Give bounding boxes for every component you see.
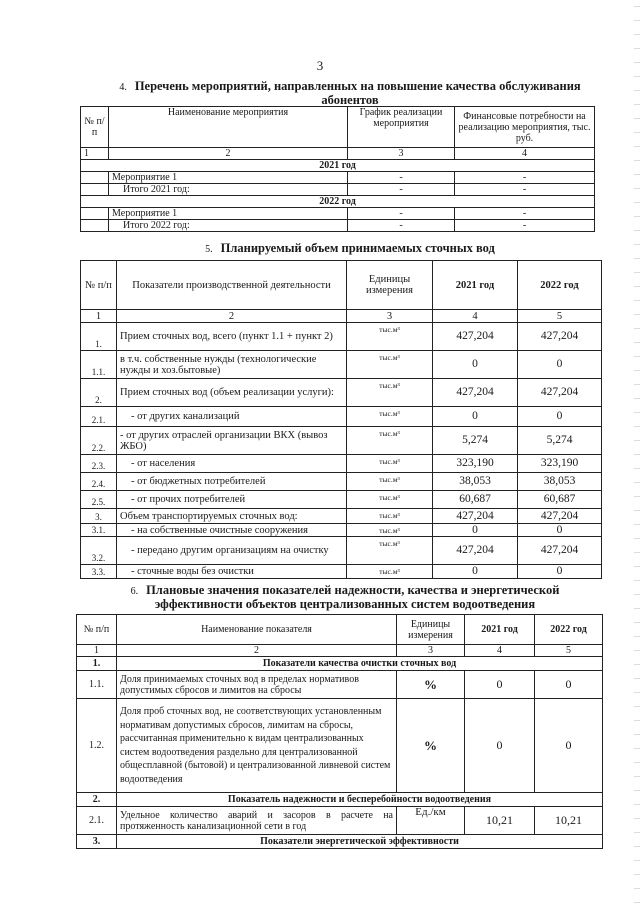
row-value-2022: 427,204 [518,323,602,351]
row-value-2021: 427,204 [433,379,518,407]
row-indicator: в т.ч. собственные нужды (технологические нужды и хоз.бытовые) [117,351,347,379]
row-value-2021: 10,21 [465,807,535,835]
col-header-2021: 2021 год [465,615,535,645]
event-finance: - [455,220,595,232]
table-row [81,323,602,351]
col-header-num: № п/п [81,107,109,148]
row-index: 1.1. [77,671,117,699]
table-row [81,407,602,427]
wastewater-volume-table [80,260,602,579]
row-indicator: Прием сточных вод (объем реализации услуги): [117,379,347,407]
row-value-2021: 0 [465,699,535,793]
table-row [81,351,602,379]
col-number: 2 [117,645,397,657]
section5-number: 5. [205,244,213,255]
row-value-2021: 0 [433,351,518,379]
row-indicator: - от других отраслей организации ВКХ (вывоз ЖБО) [117,427,347,455]
section6-heading [110,584,580,611]
section4-number: 4. [119,82,127,93]
scan-edge [634,0,640,905]
row-unit: тыс.м³ [347,537,433,565]
col-number: 1 [77,645,117,657]
row-indicator: - на собственные очистные сооружения [117,524,347,537]
row-index: 2.4. [81,473,117,491]
col-number: 4 [455,148,595,160]
group-index: 1. [77,657,117,671]
row-value-2021: 0 [433,565,518,579]
section5-title: Планируемый объем принимаемых сточных вод [220,241,495,255]
table-row [81,537,602,565]
row-index: 1.1. [81,351,117,379]
row-index: 2.2. [81,427,117,455]
row-index: 3.1. [81,524,117,537]
table-row [81,565,602,579]
row-indicator: - от бюджетных потребителей [117,473,347,491]
row-value-2021: 38,053 [433,473,518,491]
table-row [77,699,603,793]
row-unit: тыс.м³ [347,379,433,407]
row-index: 2.1. [77,807,117,835]
event-total: Итого 2022 год: [109,220,348,232]
row-value-2022: 0 [535,699,603,793]
event-total: Итого 2021 год: [109,184,348,196]
row-unit: тыс.м³ [347,509,433,524]
col-header-indicator: Показатели производственной деятельности [117,261,347,310]
col-header-finance: Финансовые потребности на реализацию мероприятия, тыс. руб. [455,107,595,148]
section6-number: 6. [130,586,139,597]
row-value-2022: 38,053 [518,473,602,491]
row-index: 2.1. [81,407,117,427]
row-indicator: - от прочих потребителей [117,491,347,509]
col-header-2022: 2022 год [518,261,602,310]
section6-title-line1: Плановые значения показателей надежности, качества и энергетической [146,583,560,597]
row-value-2022: 0 [518,565,602,579]
event-schedule: - [348,184,455,196]
row-unit: % [397,671,465,699]
row-indicator: Удельное количество аварий и засоров в расчете на протяженность канализационной сети в год [117,807,397,835]
group-title: Показатели качества очистки сточных вод [117,657,603,671]
row-indicator: Объем транспортируемых сточных вод: [117,509,347,524]
col-header-2022: 2022 год [535,615,603,645]
row-unit: тыс.м³ [347,323,433,351]
row-indicator: - от других канализаций [117,407,347,427]
row-value-2022: 323,190 [518,455,602,473]
event-name: Мероприятие 1 [109,208,348,220]
col-number: 4 [433,310,518,323]
col-header-unit: Единицы измерения [347,261,433,310]
row-unit: Ед./км [397,807,465,835]
section6-title-line2: эффективности объектов централизованных систем водоотведения [154,597,536,611]
row-value-2021: 5,274 [433,427,518,455]
row-value-2022: 427,204 [518,379,602,407]
row-value-2022: 0 [535,671,603,699]
event-finance: - [455,172,595,184]
col-header-num: № п/п [77,615,117,645]
row-unit: тыс.м³ [347,565,433,579]
row-index: 2.5. [81,491,117,509]
row-value-2021: 60,687 [433,491,518,509]
row-unit: тыс.м³ [347,427,433,455]
row-value-2022: 5,274 [518,427,602,455]
row-unit: тыс.м³ [347,491,433,509]
event-finance: - [455,208,595,220]
row-unit: % [397,699,465,793]
row-value-2021: 0 [433,407,518,427]
section5-heading [100,242,600,256]
row-value-2022: 427,204 [518,509,602,524]
table-row [77,807,603,835]
table-row [81,455,602,473]
col-number: 3 [347,310,433,323]
row-unit: тыс.м³ [347,455,433,473]
row-index: 2.3. [81,455,117,473]
row-unit: тыс.м³ [347,524,433,537]
year-2021-row: 2021 год [81,160,595,172]
row-value-2022: 427,204 [518,537,602,565]
row-value-2021: 0 [465,671,535,699]
col-number: 5 [535,645,603,657]
table-row [81,473,602,491]
section4-title-line2: абонентов [321,93,379,107]
table-row [81,491,602,509]
col-header-num: № п/п [81,261,117,310]
col-header-schedule: График реализации мероприятия [348,107,455,148]
group-title: Показатели энергетической эффективности [117,835,603,849]
row-unit: тыс.м³ [347,473,433,491]
row-indicator: Прием сточных вод, всего (пункт 1.1 + пункт 2) [117,323,347,351]
event-finance: - [455,184,595,196]
row-index: 2. [81,379,117,407]
row-value-2022: 0 [518,524,602,537]
row-value-2022: 0 [518,351,602,379]
col-header-2021: 2021 год [433,261,518,310]
table-row [81,427,602,455]
year-2022-row: 2022 год [81,196,595,208]
row-indicator: Доля принимаемых сточных вод в пределах нормативов допустимых сбросов и лимитов на сбросы [117,671,397,699]
row-value-2022: 60,687 [518,491,602,509]
event-schedule: - [348,208,455,220]
table-row [81,379,602,407]
row-value-2022: 10,21 [535,807,603,835]
group-index: 2. [77,793,117,807]
row-value-2021: 427,204 [433,509,518,524]
row-value-2021: 323,190 [433,455,518,473]
group-index: 3. [77,835,117,849]
table-row [81,509,602,524]
col-number: 2 [117,310,347,323]
row-value-2021: 427,204 [433,537,518,565]
section4-heading [100,80,600,107]
col-header-indicator: Наименование показателя [117,615,397,645]
row-index: 1. [81,323,117,351]
page-number: 3 [316,58,324,73]
col-number: 4 [465,645,535,657]
group-title: Показатель надежности и бесперебойности водоотведения [117,793,603,807]
row-unit: тыс.м³ [347,351,433,379]
row-indicator: - от населения [117,455,347,473]
col-number: 2 [109,148,348,160]
group-row [77,793,603,807]
events-table [80,106,595,232]
table-row [81,524,602,537]
col-number: 3 [397,645,465,657]
row-index: 3. [81,509,117,524]
row-index: 3.3. [81,565,117,579]
col-number: 1 [81,148,109,160]
event-name: Мероприятие 1 [109,172,348,184]
row-indicator: - сточные воды без очистки [117,565,347,579]
row-index: 3.2. [81,537,117,565]
table-row [77,671,603,699]
event-schedule: - [348,172,455,184]
col-header-unit: Единицы измерения [397,615,465,645]
row-value-2021: 0 [433,524,518,537]
col-number: 3 [348,148,455,160]
row-value-2022: 0 [518,407,602,427]
row-indicator: Доля проб сточных вод, не соответствующих установленным нормативам допустимых сбросов, лимитам на сбросы, рассчитанная применительно к видам централизованных систем водоотведения раздельно для централизованной общесплавной (бытовой) и централизованной ливневой систем водоотведения [117,699,397,793]
row-indicator: - передано другим организациям на очистку [117,537,347,565]
section4-title-line1: Перечень мероприятий, направленных на повышение качества обслуживания [134,79,581,93]
col-number: 5 [518,310,602,323]
reliability-indicators-table [76,614,603,849]
col-number: 1 [81,310,117,323]
row-index: 1.2. [77,699,117,793]
row-unit: тыс.м³ [347,407,433,427]
row-value-2021: 427,204 [433,323,518,351]
group-row [77,835,603,849]
event-schedule: - [348,220,455,232]
group-row [77,657,603,671]
col-header-event-name: Наименование мероприятия [109,107,348,148]
